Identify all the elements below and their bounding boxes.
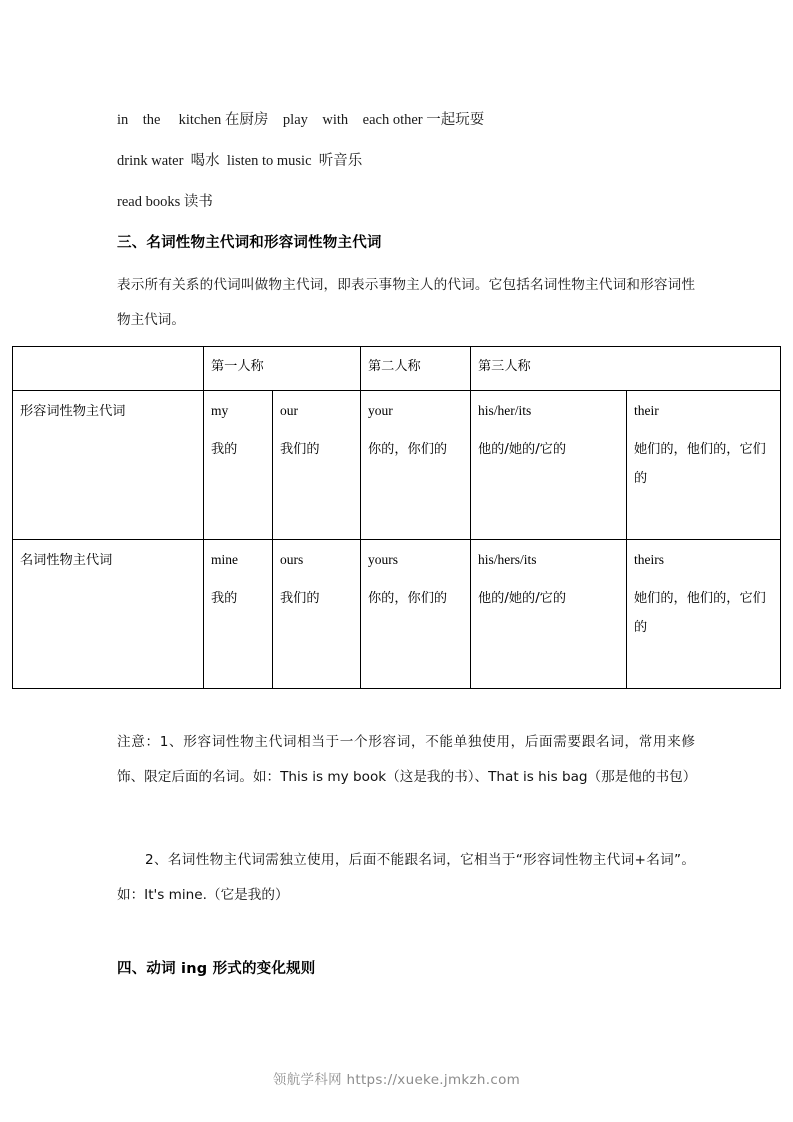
footer-watermark: 领航学科网 https://xueke.jmkzh.com	[272, 1072, 521, 1088]
table-corner-cell	[13, 347, 204, 391]
cell-chinese: 他的/她的/它的	[478, 591, 567, 606]
table-cell	[471, 391, 627, 540]
table-header-label: 第三人称	[478, 359, 531, 374]
table-header-label: 第一人称	[211, 359, 264, 374]
row-label-cell	[13, 391, 204, 540]
cell-chinese: 她们的，他们的，它们的	[634, 442, 766, 486]
section-heading-three: 三、名词性物主代词和形容词性物主代词	[117, 235, 382, 251]
intro-paragraph: 表示所有关系的代词叫做物主代词，即表示事物主人的代词。它包括名词性物主代词和形容词性物主代词。	[117, 277, 695, 328]
table-cell	[471, 540, 627, 689]
cell-english: his/hers/its	[478, 552, 537, 567]
cell-chinese: 她们的，他们的，它们的	[634, 591, 766, 635]
table-header-row	[13, 347, 781, 391]
cell-chinese: 你的，你们的	[368, 591, 448, 606]
cell-chinese: 他的/她的/它的	[478, 442, 567, 457]
row-label: 形容词性物主代词	[20, 404, 126, 419]
note-one: 注意：1、形容词性物主代词相当于一个形容词，不能单独使用，后面需要跟名词，常用来修饰、限定后面的名词。如：This is my book（这是我的书）、That is his bag（那是他的书包）	[117, 734, 697, 785]
cell-english: our	[280, 403, 298, 418]
note-two: 2、名词性物主代词需独立使用，后面不能跟名词，它相当于“形容词性物主代词+名词”。如：It's mine.（它是我的）	[117, 852, 695, 903]
table-cell	[204, 391, 273, 540]
cell-english: his/her/its	[478, 403, 532, 418]
table-cell	[361, 540, 471, 689]
cell-english: theirs	[634, 552, 664, 567]
cell-english: mine	[211, 552, 238, 567]
vocabulary-line: in the kitchen 在厨房 play with each other 一起玩耍	[117, 112, 485, 128]
table-header-label: 第二人称	[368, 359, 421, 374]
cell-english: your	[368, 403, 393, 418]
table-header-second-person	[361, 347, 471, 391]
table-header-first-person	[204, 347, 361, 391]
cell-chinese: 我们的	[280, 442, 320, 457]
table-row	[13, 540, 781, 689]
cell-english: my	[211, 403, 229, 418]
vocabulary-line: read books 读书	[117, 194, 213, 210]
table-row	[13, 391, 781, 540]
cell-english: yours	[368, 552, 398, 567]
possessive-pronoun-table	[12, 346, 781, 689]
row-label: 名词性物主代词	[20, 553, 113, 568]
cell-chinese: 我们的	[280, 591, 320, 606]
table-cell	[204, 540, 273, 689]
table-cell	[361, 391, 471, 540]
cell-chinese: 你的，你们的	[368, 442, 448, 457]
cell-english: their	[634, 403, 659, 418]
section-heading-four: 四、动词 ing 形式的变化规则	[117, 961, 316, 977]
vocabulary-list	[117, 100, 737, 223]
cell-english: ours	[280, 552, 304, 567]
table-header-third-person	[471, 347, 781, 391]
table-cell	[627, 391, 781, 540]
table-cell	[273, 391, 361, 540]
cell-chinese: 我的	[211, 591, 238, 606]
table-cell	[273, 540, 361, 689]
table-cell	[627, 540, 781, 689]
row-label-cell	[13, 540, 204, 689]
vocabulary-line: drink water 喝水 listen to music 听音乐	[117, 153, 363, 169]
cell-chinese: 我的	[211, 442, 238, 457]
